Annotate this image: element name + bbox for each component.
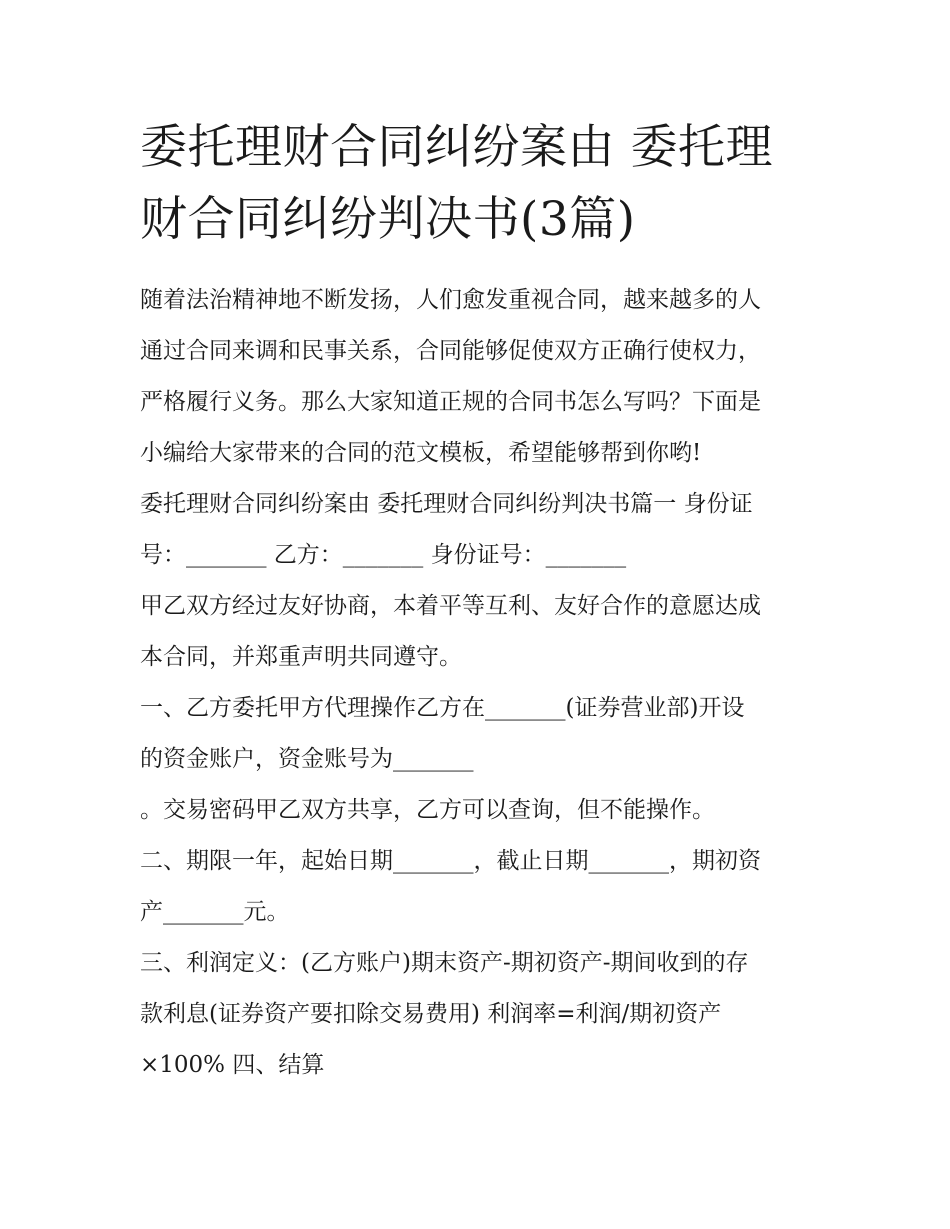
paragraph-line: 二、期限一年，起始日期_______，截止日期_______，期初资	[140, 848, 761, 874]
paragraph-line: 号：_______ 乙方：_______ 身份证号：_______	[140, 542, 627, 568]
paragraph-line: 委托理财合同纠纷案由 委托理财合同纠纷判决书篇一 身份证	[140, 491, 753, 517]
paragraph-line: 款利息(证券资产要扣除交易费用) 利润率=利润/期初资产	[140, 1001, 722, 1027]
paragraph-line: ×100% 四、结算	[140, 1052, 325, 1078]
paragraph-line: 随着法治精神地不断发扬，人们愈发重视合同，越来越多的人	[140, 287, 761, 313]
paragraph-line: 。交易密码甲乙双方共享，乙方可以查询，但不能操作。	[140, 797, 715, 823]
paragraph-line: 产_______元。	[140, 899, 290, 925]
paragraph-line: 甲乙双方经过友好协商，本着平等互利、友好合作的意愿达成	[140, 593, 761, 619]
paragraph-line: 本合同，并郑重声明共同遵守。	[140, 644, 462, 670]
document-title: 委托理财合同纠纷案由 委托理财合同纠纷判决书(3篇)	[140, 120, 773, 247]
paragraph-line: 一、乙方委托甲方代理操作乙方在_______(证券营业部)开设	[140, 695, 745, 721]
paragraph-line: 的资金账户，资金账号为_______	[140, 746, 474, 772]
paragraph-line: 小编给大家带来的合同的范文模板，希望能够帮到你哟!	[140, 440, 702, 466]
paragraph-line: 通过合同来调和民事关系，合同能够促使双方正确行使权力，	[140, 338, 761, 364]
paragraph-line: 严格履行义务。那么大家知道正规的合同书怎么写吗？下面是	[140, 389, 761, 415]
paragraph-line: 三、利润定义：(乙方账户)期末资产-期初资产-期间收到的存	[140, 950, 749, 976]
